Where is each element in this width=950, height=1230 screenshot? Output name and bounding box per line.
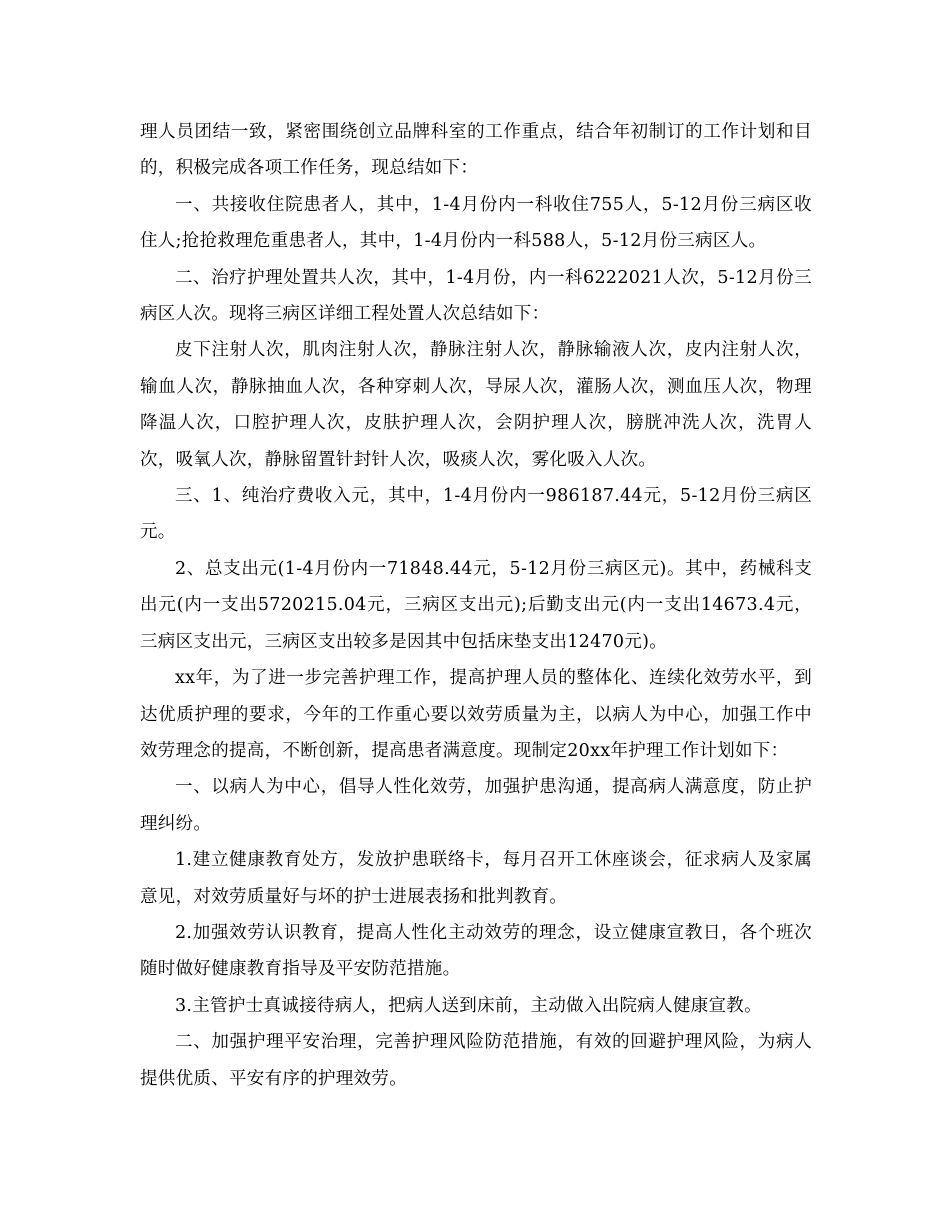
paragraph-plan-intro: xx年，为了进一步完善护理工作，提高护理人员的整体化、连续化效劳水平，到达优质护理的要求，今年的工作重心要以效劳质量为主，以病人为中心，加强工作中效劳理念的提高，不断创新，提高患者满意度。现制定20xx年护理工作计划如下：: [140, 668, 812, 761]
paragraph-expenses: 2、总支出元(1-4月份内一71848.44元，5-12月份三病区元)。其中，药械科支出元(内一支出5720215.04元，三病区支出元);后勤支出元(内一支出14673.4元，三病区支出元，三病区支出较多是因其中包括床垫支出12470元)。: [140, 558, 812, 652]
paragraph-income: 三、1、纯治疗费收入元，其中，1-4月份内一986187.44元，5-12月份三病区元。: [140, 486, 812, 543]
paragraph-plan-item-3: 3.主管护士真诚接待病人，把病人送到床前，主动做入出院病人健康宣教。: [175, 995, 762, 1016]
paragraph-plan-section-1: 一、以病人为中心，倡导人性化效劳，加强护患沟通，提高病人满意度，防止护理纠纷。: [140, 777, 812, 834]
paragraph-admissions: 一、共接收住院患者人，其中，1-4月份内一科收住755人，5-12月份三病区收住人;抢抢救理危重患者人，其中，1-4月份内一科588人，5-12月份三病区人。: [140, 194, 812, 252]
paragraph-treatments: 二、治疗护理处置共人次，其中，1-4月份，内一科6222021人次，5-12月份三病区人次。现将三病区详细工程处置人次总结如下：: [140, 267, 812, 325]
paragraph-plan-item-2: 2.加强效劳认识教育，提高人性化主动效劳的理念，设立健康宣教日，各个班次随时做好健康教育指导及平安防范措施。: [140, 922, 812, 980]
document-page: [140, 114, 812, 1097]
paragraph-plan-section-2: 二、加强护理平安治理，完善护理风险防范措施，有效的回避护理风险，为病人提供优质、平安有序的护理效劳。: [140, 1032, 812, 1089]
paragraph-treatment-details: 皮下注射人次，肌肉注射人次，静脉注射人次，静脉输液人次，皮内注射人次，输血人次，静脉抽血人次，各种穿刺人次，导尿人次，灌肠人次，测血压人次，物理降温人次，口腔护理人次，皮肤护理人次，会阴护理人次，膀胱冲洗人次，洗胃人次，吸氧人次，静脉留置针封针人次，吸痰人次，雾化吸入人次。: [140, 340, 812, 470]
paragraph-plan-item-1: 1.建立健康教育处方，发放护患联络卡，每月召开工休座谈会，征求病人及家属意见，对效劳质量好与坏的护士进展表扬和批判教育。: [140, 850, 812, 907]
paragraph-intro: 理人员团结一致，紧密围绕创立品牌科室的工作重点，结合年初制订的工作计划和目的，积极完成各项工作任务，现总结如下：: [140, 122, 812, 179]
